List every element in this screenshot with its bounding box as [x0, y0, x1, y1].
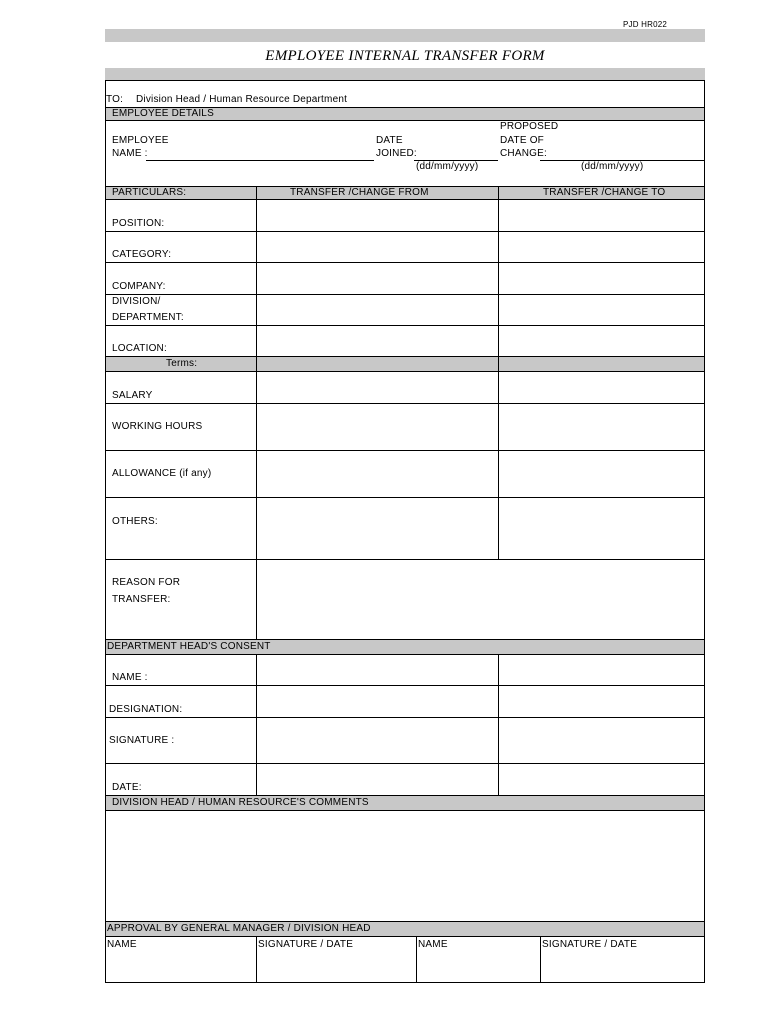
column-divider [498, 356, 499, 560]
row-location: LOCATION: [112, 343, 167, 354]
column-divider [256, 186, 257, 356]
section-employee-details: EMPLOYEE DETAILS [112, 108, 214, 119]
date-joined-label-2: JOINED: [376, 148, 417, 159]
divider [105, 356, 705, 357]
row-working-hours: WORKING HOURS [112, 421, 203, 432]
date-joined-format: (dd/mm/yyyy) [416, 161, 479, 172]
frame-bottom [105, 982, 705, 983]
divider [105, 294, 705, 295]
title-band [105, 68, 705, 80]
proposed-date-format: (dd/mm/yyyy) [581, 161, 644, 172]
divider [105, 120, 705, 121]
divider [105, 639, 705, 640]
frame-top [105, 80, 705, 81]
divider [105, 231, 705, 232]
section-approval: APPROVAL BY GENERAL MANAGER / DIVISION HEAD [107, 923, 371, 934]
consent-signature: SIGNATURE : [109, 735, 175, 746]
column-divider [540, 936, 541, 983]
row-reason-1: REASON FOR [112, 577, 181, 588]
divider [105, 371, 705, 372]
divider [105, 497, 705, 498]
divider [105, 654, 705, 655]
header-transfer-from: TRANSFER /CHANGE FROM [290, 187, 429, 198]
divider [105, 795, 705, 796]
date-joined-label-1: DATE [376, 135, 403, 146]
consent-designation: DESIGNATION: [109, 704, 183, 715]
column-divider [416, 936, 417, 983]
consent-date: DATE: [112, 782, 142, 793]
row-division-1: DIVISION/ [112, 296, 161, 307]
row-position: POSITION: [112, 218, 165, 229]
form-title: EMPLOYEE INTERNAL TRANSFER FORM [265, 48, 545, 64]
row-allowance: ALLOWANCE (if any) [112, 468, 212, 479]
employee-name-field[interactable] [146, 160, 374, 161]
employee-name-label-2: NAME : [112, 148, 148, 159]
column-divider [498, 654, 499, 795]
divider [105, 763, 705, 764]
to-label: TO: [106, 94, 124, 105]
proposed-date-label-2: DATE OF [500, 135, 544, 146]
approval-name-1: NAME [107, 939, 137, 950]
section-dept-head-consent: DEPARTMENT HEAD'S CONSENT [107, 641, 271, 652]
divider [105, 559, 705, 560]
divider [105, 199, 705, 200]
column-divider [256, 936, 257, 983]
form-code: PJD HR022 [623, 20, 668, 29]
terms-label: Terms: [166, 358, 198, 369]
header-particulars: PARTICULARS: [112, 187, 187, 198]
consent-name: NAME : [112, 672, 148, 683]
row-others: OTHERS: [112, 516, 158, 527]
approval-signature-1: SIGNATURE / DATE [258, 939, 354, 950]
comments-field[interactable] [106, 811, 704, 921]
divider [105, 921, 705, 922]
proposed-date-label-1: PROPOSED [500, 121, 559, 132]
divider [105, 325, 705, 326]
divider [105, 717, 705, 718]
column-divider [256, 654, 257, 795]
divider [105, 685, 705, 686]
row-reason-2: TRANSFER: [112, 594, 171, 605]
header-transfer-to: TRANSFER /CHANGE TO [543, 187, 666, 198]
row-category: CATEGORY: [112, 249, 172, 260]
approval-signature-2: SIGNATURE / DATE [542, 939, 638, 950]
divider [105, 450, 705, 451]
employee-name-label-1: EMPLOYEE [112, 135, 169, 146]
frame-right [704, 80, 705, 983]
row-salary: SALARY [112, 390, 153, 401]
divider [105, 262, 705, 263]
row-company: COMPANY: [112, 281, 166, 292]
header-band [105, 29, 705, 42]
row-division-2: DEPARTMENT: [112, 312, 184, 323]
approval-name-2: NAME [418, 939, 448, 950]
proposed-date-label-3: CHANGE: [500, 148, 547, 159]
to-value: Division Head / Human Resource Department [136, 94, 348, 105]
section-comments: DIVISION HEAD / HUMAN RESOURCE'S COMMENTS [112, 797, 369, 808]
divider [105, 936, 705, 937]
column-divider [498, 186, 499, 356]
divider [105, 403, 705, 404]
